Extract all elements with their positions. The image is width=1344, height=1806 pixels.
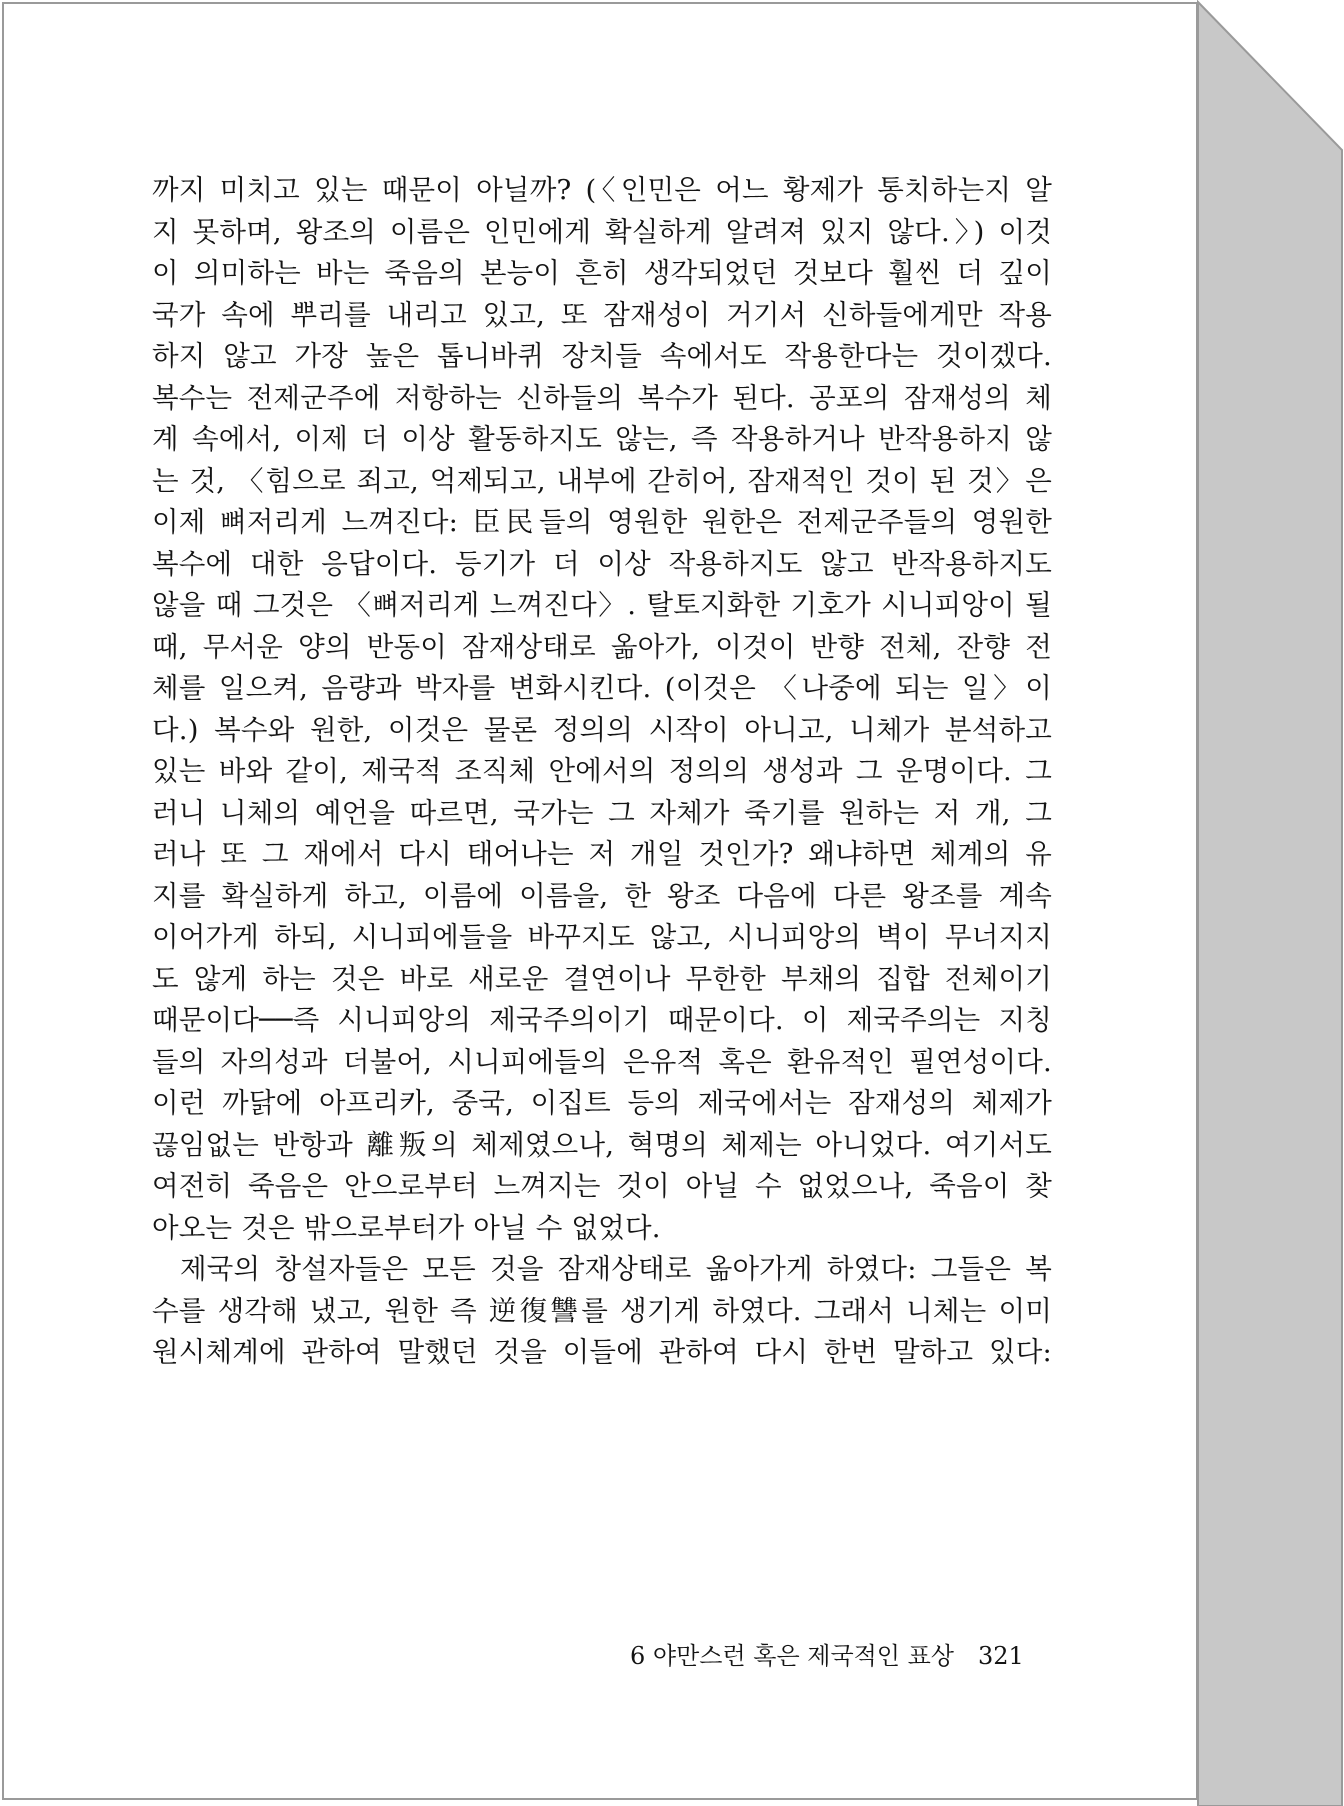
page-number: 321	[978, 1642, 1024, 1670]
book-spine-side	[1198, 2, 1342, 1806]
text-line: 러나 또 그 재에서 다시 태어나는 저 개일 것인가? 왜냐하면 체계의 유	[152, 838, 1052, 870]
text-line: 지를 확실하게 하고, 이름에 이름을, 한 왕조 다음에 다른 왕조를 계속	[152, 879, 1052, 912]
text-line: 때, 무서운 양의 반동이 잠재상태로 옮아가, 이것이 반향 전체, 잔향 전	[152, 630, 1052, 663]
text-line: 국가 속에 뿌리를 내리고 있고, 또 잠재성이 거기서 신하들에게만 작용	[152, 298, 1052, 331]
text-line: 계 속에서, 이제 더 이상 활동하지도 않는, 즉 작용하거나 반작용하지 않	[152, 423, 1052, 455]
text-line: 아오는 것은 밖으로부터가 아닐 수 없었다.	[152, 1211, 661, 1244]
text-line: 수를 생각해 냈고, 원한 즉 逆復讐를 생기게 하였다. 그래서 니체는 이미	[152, 1294, 1052, 1327]
text-line: 이 의미하는 바는 죽음의 본능이 흔히 생각되었던 것보다 훨씬 더 깊이	[152, 257, 1052, 289]
text-line: 이어가게 하되, 시니피에들을 바꾸지도 않고, 시니피앙의 벽이 무너지지	[152, 921, 1052, 953]
text-line: 때문이다──즉 시니피앙의 제국주의이기 때문이다. 이 제국주의는 지칭	[152, 1004, 1052, 1036]
text-line: 이런 까닭에 아프리카, 중국, 이집트 등의 제국에서는 잠재성의 체제가	[152, 1087, 1052, 1119]
page-footer	[630, 1636, 1030, 1671]
text-line: 까지 미치고 있는 때문이 아닐까? (〈인민은 어느 황제가 통치하는지 알	[152, 174, 1052, 206]
text-line: 끊임없는 반항과 離叛의 체제였으나, 혁명의 체제는 아니었다. 여기서도	[152, 1128, 1052, 1161]
text-line: 다.) 복수와 원한, 이것은 물론 정의의 시작이 아니고, 니체가 분석하고	[152, 713, 1052, 746]
body-text	[152, 170, 1052, 1374]
text-line: 들의 자의성과 더불어, 시니피에들의 은유적 혹은 환유적인 필연성이다.	[152, 1045, 1052, 1078]
text-line: 않을 때 그것은 〈뼈저리게 느껴진다〉. 탈토지화한 기호가 시니피앙이 될	[152, 589, 1052, 621]
text-line: 있는 바와 같이, 제국적 조직체 안에서의 정의의 생성과 그 운명이다. 그	[152, 755, 1052, 787]
text-line: 하지 않고 가장 높은 톱니바퀴 장치들 속에서도 작용한다는 것이겠다.	[152, 340, 1052, 372]
text-line: 지 못하며, 왕조의 이름은 인민에게 확실하게 알려져 있지 않다.〉) 이것	[152, 215, 1052, 248]
text-line: 러니 니체의 예언을 따르면, 국가는 그 자체가 죽기를 원하는 저 개, 그	[152, 796, 1052, 829]
text-line: 여전히 죽음은 안으로부터 느껴지는 것이 아닐 수 없었으나, 죽음이 찾	[152, 1170, 1052, 1202]
text-line: 제국의 창설자들은 모든 것을 잠재상태로 옮아가게 하였다: 그들은 복	[180, 1253, 1052, 1285]
text-line: 는 것, 〈힘으로 죄고, 억제되고, 내부에 갇히어, 잠재적인 것이 된 것〉은	[152, 464, 1052, 497]
text-line: 도 않게 하는 것은 바로 새로운 결연이나 무한한 부채의 집합 전체이기	[152, 962, 1052, 995]
text-line: 체를 일으켜, 음량과 박자를 변화시킨다. (이것은 〈나중에 되는 일〉이	[152, 672, 1052, 704]
running-head: 6 야만스런 혹은 제국적인 표상	[630, 1642, 954, 1670]
text-line: 복수는 전제군주에 저항하는 신하들의 복수가 된다. 공포의 잠재성의 체	[152, 381, 1052, 414]
text-line: 원시체계에 관하여 말했던 것을 이들에 관하여 다시 한번 말하고 있다:	[152, 1336, 1052, 1368]
text-line: 이제 뼈저리게 느껴진다: 臣民들의 영원한 원한은 전제군주들의 영원한	[152, 506, 1052, 538]
text-line: 복수에 대한 응답이다. 등기가 더 이상 작용하지도 않고 반작용하지도	[152, 547, 1052, 580]
